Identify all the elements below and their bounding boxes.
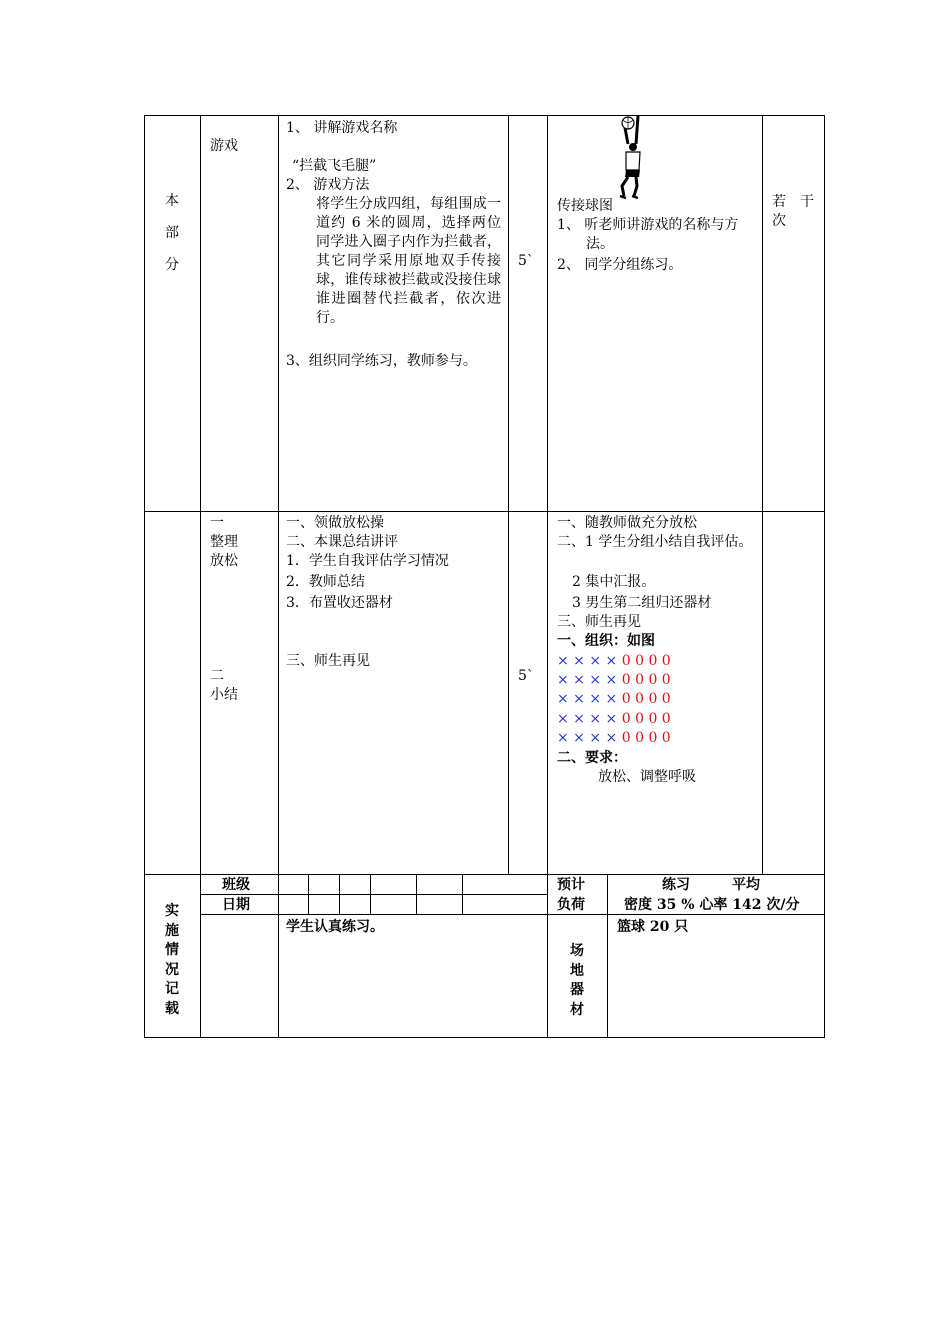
load-label-2: 负荷 xyxy=(557,897,585,913)
time-end: 5` xyxy=(518,668,534,684)
grid-col xyxy=(370,874,371,914)
teacher-item: 三、师生再见 xyxy=(286,653,370,669)
content-item-3: 3、组织同学练习，教师参与。 xyxy=(286,353,477,369)
record-divider-1 xyxy=(200,894,547,895)
student-end-item: 二、1 学生分组小结自我评估。 xyxy=(557,534,753,550)
load-label-1: 预计 xyxy=(557,877,585,893)
student-end-item: 三、师生再见 xyxy=(557,614,641,630)
col-divider-content xyxy=(508,115,509,874)
activity-summary-num: 二 xyxy=(210,668,224,684)
teacher-item: 3．布置收还器材 xyxy=(286,595,393,611)
requirement-label: 二、要求： xyxy=(557,750,627,766)
game-name: “拦截飞毛腿” xyxy=(292,158,377,174)
teacher-item: 二、本课总结讲评 xyxy=(286,534,398,550)
col-divider-activity xyxy=(278,115,279,1038)
grid-col xyxy=(416,874,417,914)
activity-cooldown: 整理放松 xyxy=(210,534,238,569)
venue-label: 场 地 器 材 xyxy=(570,943,584,1018)
section-label-main: 本 部 分 xyxy=(165,193,179,273)
load-line-1: 练习 平均 xyxy=(662,877,760,893)
load-line-2: 密度 35 % 心率 142 次/分 xyxy=(624,897,800,913)
student-item-1: 1、 听老师讲游戏的名称与方法。 xyxy=(557,217,739,252)
student-end-item: 2 集中汇报。 xyxy=(572,574,656,590)
activity-summary: 小结 xyxy=(210,687,238,703)
organization-label: 一、组织：如图 xyxy=(557,633,655,649)
teacher-item: 1．学生自我评估学习情况 xyxy=(286,553,449,569)
grid-col xyxy=(308,874,309,914)
formation-row: × × × × 0 0 0 0 xyxy=(557,653,671,669)
formation-row: × × × × 0 0 0 0 xyxy=(557,711,671,727)
figure-caption: 传接球图 xyxy=(557,198,613,214)
grid-col xyxy=(462,874,463,914)
col-divider-label xyxy=(200,115,201,1038)
formation-row: × × × × 0 0 0 0 xyxy=(557,730,671,746)
basketball-player-figure xyxy=(606,112,658,200)
teacher-item: 一、领做放松操 xyxy=(286,515,384,531)
class-label: 班级 xyxy=(222,877,250,893)
activity-game: 游戏 xyxy=(210,138,238,154)
activity-cooldown-num: 一 xyxy=(210,515,224,531)
row-divider-1 xyxy=(144,511,825,512)
col-divider-load xyxy=(607,874,608,1038)
col-divider-student xyxy=(762,115,763,874)
date-label: 日期 xyxy=(222,897,250,913)
game-method: 将学生分成四组，每组围成一道约 6 米的圆周，选择两位同学进入圈子内作为拦截者，其它同学采用原地双手传接球，谁传球被拦截或没接住球谁进圈替代拦截者，依次进行。 xyxy=(316,196,501,326)
content-item-1: 1、 讲解游戏名称 xyxy=(286,120,398,136)
formation-row: × × × × 0 0 0 0 xyxy=(557,691,671,707)
time-main: 5` xyxy=(518,253,534,269)
record-label: 实 施 情 况 记 载 xyxy=(165,903,179,1017)
student-end-item: 3 男生第二组归还器材 xyxy=(572,595,712,611)
row-divider-2 xyxy=(144,874,825,875)
grid-col xyxy=(339,874,340,914)
col-divider-time xyxy=(547,115,548,1038)
formation-row: × × × × 0 0 0 0 xyxy=(557,672,671,688)
requirement-text: 放松、调整呼吸 xyxy=(598,769,696,785)
record-note: 学生认真练习。 xyxy=(286,919,384,935)
student-end-item: 一、随教师做充分放松 xyxy=(557,515,697,531)
equipment: 篮球 20 只 xyxy=(617,919,689,935)
content-item-2: 2、 游戏方法 xyxy=(286,177,370,193)
teacher-item: 2．教师总结 xyxy=(286,574,365,590)
student-item-2: 2、 同学分组练习。 xyxy=(557,257,683,273)
